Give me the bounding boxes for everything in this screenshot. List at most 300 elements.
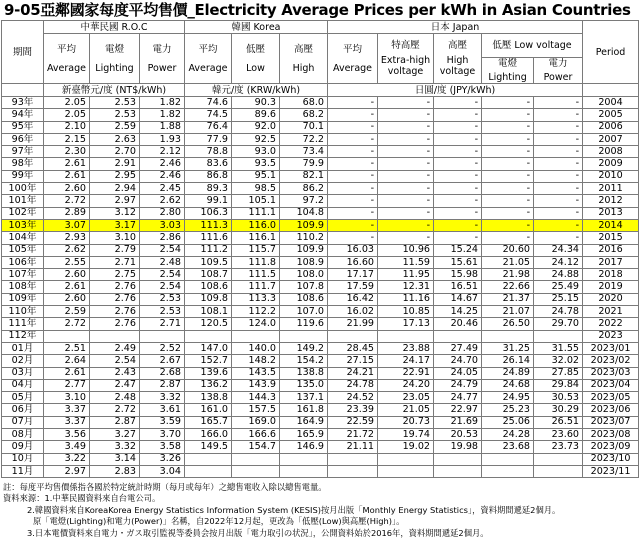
table-cell: - bbox=[378, 97, 434, 109]
kr-low-en: Low bbox=[246, 62, 265, 74]
table-cell: 3.32 bbox=[90, 441, 140, 453]
table-cell: 137.1 bbox=[280, 392, 328, 404]
table-cell: 2.49 bbox=[90, 342, 140, 354]
table-cell: 166.0 bbox=[185, 429, 232, 441]
row-period-en: 2006 bbox=[583, 121, 639, 133]
jp-xhigh-zh: 特高壓 bbox=[391, 40, 420, 51]
table-cell: 2.61 bbox=[44, 281, 90, 293]
table-cell: - bbox=[482, 133, 534, 145]
table-cell: 24.20 bbox=[378, 379, 434, 391]
row-period-label: 11月 bbox=[2, 465, 44, 477]
notes-section bbox=[3, 482, 637, 539]
table-cell: 26.14 bbox=[482, 355, 534, 367]
table-cell: 107.8 bbox=[280, 281, 328, 293]
table-cell: - bbox=[378, 219, 434, 231]
table-cell: 2.76 bbox=[90, 318, 140, 330]
table-cell bbox=[280, 465, 328, 477]
table-cell: 3.58 bbox=[140, 441, 185, 453]
table-cell bbox=[378, 465, 434, 477]
table-row bbox=[2, 244, 639, 256]
table-row bbox=[2, 121, 639, 133]
page-title: 9-05亞鄰國家每度平均售價_Electricity Average Prices per kWh in Asian Countries bbox=[4, 1, 631, 19]
table-cell: 24.95 bbox=[482, 392, 534, 404]
table-cell: 2.68 bbox=[140, 367, 185, 379]
table-cell bbox=[280, 453, 328, 465]
table-cell: - bbox=[434, 232, 482, 244]
table-row bbox=[2, 330, 639, 342]
roc-lighting-en: Lighting bbox=[95, 62, 134, 74]
table-row bbox=[2, 170, 639, 182]
table-cell: 116.0 bbox=[232, 219, 280, 231]
table-cell: 86.8 bbox=[185, 170, 232, 182]
table-cell: - bbox=[482, 170, 534, 182]
row-period-en: 2015 bbox=[583, 232, 639, 244]
table-cell: 2.77 bbox=[44, 379, 90, 391]
table-cell: 108.0 bbox=[280, 269, 328, 281]
jp-lighting-header bbox=[482, 58, 534, 84]
table-cell: - bbox=[482, 195, 534, 207]
table-cell: 24.78 bbox=[328, 379, 378, 391]
table-cell bbox=[482, 465, 534, 477]
table-cell: 147.0 bbox=[185, 342, 232, 354]
row-period-label: 98年 bbox=[2, 158, 44, 170]
table-cell: 111.3 bbox=[185, 219, 232, 231]
table-cell bbox=[482, 330, 534, 342]
table-cell: 31.25 bbox=[482, 342, 534, 354]
table-row bbox=[2, 441, 639, 453]
table-cell: 86.2 bbox=[280, 183, 328, 195]
table-cell: 92.0 bbox=[232, 121, 280, 133]
row-period-en: 2017 bbox=[583, 256, 639, 268]
table-cell: 157.5 bbox=[232, 404, 280, 416]
table-cell bbox=[378, 330, 434, 342]
table-cell: 3.37 bbox=[44, 404, 90, 416]
table-cell: 3.10 bbox=[44, 392, 90, 404]
table-cell: - bbox=[534, 183, 583, 195]
table-cell: 21.98 bbox=[482, 269, 534, 281]
table-cell: - bbox=[534, 146, 583, 158]
note-korea-rename: 原「電燈(Lighting)和電力(Power)」名稱，自2022年12月起，更改為「低壓(Low)與高壓(High)」。 bbox=[33, 516, 405, 527]
period-zh-header: 期間 bbox=[2, 21, 44, 84]
table-cell: - bbox=[378, 121, 434, 133]
table-cell: 120.5 bbox=[185, 318, 232, 330]
table-cell: 2.94 bbox=[90, 183, 140, 195]
table-cell: 169.0 bbox=[232, 416, 280, 428]
jp-lighting-zh: 電燈 bbox=[498, 58, 518, 69]
table-row bbox=[2, 256, 639, 268]
table-cell: 24.12 bbox=[534, 256, 583, 268]
row-period-label: 112年 bbox=[2, 330, 44, 342]
table-cell: 2.53 bbox=[140, 306, 185, 318]
table-cell: - bbox=[434, 109, 482, 121]
table-cell: 23.68 bbox=[482, 441, 534, 453]
table-cell: 111.7 bbox=[232, 281, 280, 293]
table-cell: 15.24 bbox=[434, 244, 482, 256]
table-cell: 10.85 bbox=[378, 306, 434, 318]
table-row bbox=[2, 306, 639, 318]
table-cell: 10.96 bbox=[378, 244, 434, 256]
table-cell: 27.49 bbox=[434, 342, 482, 354]
table-cell: 20.46 bbox=[434, 318, 482, 330]
note-source-japan: 3.日本電價資料來自電力・ガス取引監視等委員会按月出版「電力取引の状況」，公開資料始於2016年，資料期間遞延2個月。 bbox=[27, 527, 489, 538]
table-cell bbox=[185, 453, 232, 465]
roc-lighting-zh: 電燈 bbox=[104, 43, 124, 55]
table-cell: - bbox=[434, 133, 482, 145]
row-period-label: 109年 bbox=[2, 293, 44, 305]
table-cell: - bbox=[434, 183, 482, 195]
table-cell: - bbox=[378, 170, 434, 182]
table-cell: 3.03 bbox=[140, 219, 185, 231]
row-period-label: 110年 bbox=[2, 306, 44, 318]
row-period-en: 2022 bbox=[583, 318, 639, 330]
table-cell: 109.8 bbox=[185, 293, 232, 305]
row-period-en: 2005 bbox=[583, 109, 639, 121]
table-cell: - bbox=[534, 170, 583, 182]
table-cell: 89.6 bbox=[232, 109, 280, 121]
table-cell: 104.8 bbox=[280, 207, 328, 219]
table-row bbox=[2, 367, 639, 379]
table-cell: 70.1 bbox=[280, 121, 328, 133]
table-cell: - bbox=[434, 195, 482, 207]
table-cell: - bbox=[482, 121, 534, 133]
table-cell: 144.3 bbox=[232, 392, 280, 404]
table-cell: 108.6 bbox=[185, 281, 232, 293]
table-cell bbox=[534, 465, 583, 477]
row-period-en: 2023/08 bbox=[583, 429, 639, 441]
table-cell: 26.51 bbox=[534, 416, 583, 428]
table-cell: 29.70 bbox=[534, 318, 583, 330]
table-cell: 27.15 bbox=[328, 355, 378, 367]
table-cell: 2.05 bbox=[44, 97, 90, 109]
jp-high-zh: 高壓 bbox=[448, 40, 468, 51]
table-row bbox=[2, 429, 639, 441]
table-cell: 3.07 bbox=[44, 219, 90, 231]
table-cell: 16.51 bbox=[434, 281, 482, 293]
table-cell: 30.53 bbox=[534, 392, 583, 404]
table-cell: 20.73 bbox=[378, 416, 434, 428]
jp-high-header bbox=[434, 34, 482, 84]
table-cell: 3.14 bbox=[90, 453, 140, 465]
row-period-en: 2007 bbox=[583, 133, 639, 145]
table-cell: 14.67 bbox=[434, 293, 482, 305]
table-cell bbox=[534, 453, 583, 465]
table-cell: 24.34 bbox=[534, 244, 583, 256]
table-cell: 3.32 bbox=[140, 392, 185, 404]
table-cell: 29.84 bbox=[534, 379, 583, 391]
table-cell: 3.70 bbox=[140, 429, 185, 441]
table-cell: 3.26 bbox=[140, 453, 185, 465]
table-cell: 2.80 bbox=[140, 207, 185, 219]
table-cell: 116.1 bbox=[232, 232, 280, 244]
table-cell: - bbox=[328, 146, 378, 158]
table-cell: 143.9 bbox=[232, 379, 280, 391]
table-cell: 136.2 bbox=[185, 379, 232, 391]
table-row bbox=[2, 416, 639, 428]
table-cell: 2.60 bbox=[44, 269, 90, 281]
table-cell: 2.59 bbox=[90, 121, 140, 133]
table-row bbox=[2, 453, 639, 465]
table-cell: 2.72 bbox=[44, 195, 90, 207]
table-cell: 2.72 bbox=[90, 404, 140, 416]
table-cell: 154.2 bbox=[280, 355, 328, 367]
table-cell: 135.0 bbox=[280, 379, 328, 391]
table-cell: 24.79 bbox=[434, 379, 482, 391]
table-cell: 2.60 bbox=[44, 293, 90, 305]
row-period-label: 105年 bbox=[2, 244, 44, 256]
table-cell: 152.7 bbox=[185, 355, 232, 367]
table-cell: 2.70 bbox=[90, 146, 140, 158]
table-cell bbox=[534, 330, 583, 342]
table-row bbox=[2, 183, 639, 195]
table-cell: 2.48 bbox=[140, 256, 185, 268]
table-cell: 2.71 bbox=[140, 318, 185, 330]
table-cell: - bbox=[378, 232, 434, 244]
table-cell: 138.8 bbox=[185, 392, 232, 404]
table-cell: 21.05 bbox=[482, 256, 534, 268]
table-cell: 109.5 bbox=[185, 256, 232, 268]
table-cell: 2.53 bbox=[90, 97, 140, 109]
row-period-en: 2012 bbox=[583, 195, 639, 207]
row-period-label: 111年 bbox=[2, 318, 44, 330]
table-row bbox=[2, 133, 639, 145]
table-cell: 2.97 bbox=[90, 195, 140, 207]
table-cell: - bbox=[482, 219, 534, 231]
table-cell: 25.23 bbox=[482, 404, 534, 416]
jp-lighting-en: Lighting bbox=[488, 72, 527, 83]
table-cell bbox=[482, 453, 534, 465]
row-period-en: 2023/05 bbox=[583, 392, 639, 404]
table-cell: 3.22 bbox=[44, 453, 90, 465]
row-period-label: 95年 bbox=[2, 121, 44, 133]
table-cell: - bbox=[328, 121, 378, 133]
jp-avg-zh: 平均 bbox=[343, 43, 363, 55]
table-cell: 2.46 bbox=[140, 158, 185, 170]
table-cell: 68.2 bbox=[280, 109, 328, 121]
table-cell bbox=[90, 330, 140, 342]
row-period-en: 2008 bbox=[583, 146, 639, 158]
table-cell: 2.63 bbox=[90, 133, 140, 145]
table-cell: 107.0 bbox=[280, 306, 328, 318]
table-cell: 24.89 bbox=[482, 367, 534, 379]
table-cell: 25.49 bbox=[534, 281, 583, 293]
period-en-header: Period bbox=[583, 21, 639, 84]
table-cell: 3.04 bbox=[140, 465, 185, 477]
table-cell: 72.2 bbox=[280, 133, 328, 145]
table-cell: - bbox=[434, 121, 482, 133]
roc-power-en: Power bbox=[147, 62, 177, 74]
row-period-label: 03月 bbox=[2, 367, 44, 379]
jp-high-en1: High bbox=[446, 55, 469, 66]
table-cell: - bbox=[534, 133, 583, 145]
table-cell: - bbox=[482, 146, 534, 158]
table-cell: 2.61 bbox=[44, 170, 90, 182]
table-cell bbox=[328, 330, 378, 342]
table-cell: 149.5 bbox=[185, 441, 232, 453]
kr-avg-en: Average bbox=[188, 62, 228, 74]
price-table-body bbox=[2, 97, 639, 478]
table-row bbox=[2, 318, 639, 330]
table-cell: - bbox=[534, 219, 583, 231]
table-cell: 95.1 bbox=[232, 170, 280, 182]
table-cell: 2.51 bbox=[44, 342, 90, 354]
table-cell: 11.95 bbox=[378, 269, 434, 281]
roc-avg-en: Average bbox=[46, 62, 86, 74]
table-cell: - bbox=[482, 183, 534, 195]
jp-power-en: Power bbox=[543, 72, 573, 83]
table-cell: - bbox=[534, 97, 583, 109]
table-cell: 1.88 bbox=[140, 121, 185, 133]
table-cell: - bbox=[378, 183, 434, 195]
table-cell: 111.1 bbox=[232, 207, 280, 219]
table-cell: 2.60 bbox=[44, 183, 90, 195]
jp-xhigh-en2: voltage bbox=[387, 66, 424, 77]
table-cell: 27.85 bbox=[534, 367, 583, 379]
table-cell: 139.6 bbox=[185, 367, 232, 379]
table-cell: 23.05 bbox=[378, 392, 434, 404]
row-period-label: 06月 bbox=[2, 404, 44, 416]
table-cell: 17.13 bbox=[378, 318, 434, 330]
row-period-en: 2023 bbox=[583, 330, 639, 342]
row-period-en: 2009 bbox=[583, 158, 639, 170]
table-cell: 2.54 bbox=[140, 281, 185, 293]
row-period-en: 2010 bbox=[583, 170, 639, 182]
row-period-en: 2016 bbox=[583, 244, 639, 256]
row-period-en: 2018 bbox=[583, 269, 639, 281]
table-cell: 2.05 bbox=[44, 109, 90, 121]
table-cell: 16.02 bbox=[328, 306, 378, 318]
table-cell: 2.61 bbox=[44, 367, 90, 379]
table-cell: 2.86 bbox=[140, 232, 185, 244]
row-period-label: 108年 bbox=[2, 281, 44, 293]
table-row bbox=[2, 207, 639, 219]
jp-xhigh-en1: Extra-high bbox=[380, 55, 431, 66]
row-period-label: 99年 bbox=[2, 170, 44, 182]
row-period-label: 08月 bbox=[2, 429, 44, 441]
table-cell: - bbox=[482, 207, 534, 219]
unit-spacer-right bbox=[583, 84, 639, 97]
table-cell: 2.48 bbox=[90, 392, 140, 404]
table-cell: 115.7 bbox=[232, 244, 280, 256]
table-cell: 15.61 bbox=[434, 256, 482, 268]
table-cell: - bbox=[328, 97, 378, 109]
table-cell: - bbox=[534, 158, 583, 170]
row-period-en: 2011 bbox=[583, 183, 639, 195]
table-row bbox=[2, 146, 639, 158]
table-cell: 73.4 bbox=[280, 146, 328, 158]
table-cell: 2.64 bbox=[44, 355, 90, 367]
table-cell: 15.98 bbox=[434, 269, 482, 281]
row-period-label: 09月 bbox=[2, 441, 44, 453]
jp-power-header bbox=[534, 58, 583, 84]
table-cell: 2.93 bbox=[44, 232, 90, 244]
row-period-en: 2023/03 bbox=[583, 367, 639, 379]
table-cell: 93.5 bbox=[232, 158, 280, 170]
row-period-en: 2014 bbox=[583, 219, 639, 231]
table-row bbox=[2, 281, 639, 293]
table-cell: 21.11 bbox=[328, 441, 378, 453]
table-cell: 12.31 bbox=[378, 281, 434, 293]
table-cell: 24.77 bbox=[434, 392, 482, 404]
table-cell: 2.75 bbox=[90, 269, 140, 281]
table-cell: 74.6 bbox=[185, 97, 232, 109]
table-cell: 3.37 bbox=[44, 416, 90, 428]
table-cell: 2.76 bbox=[90, 306, 140, 318]
row-period-en: 2004 bbox=[583, 97, 639, 109]
table-cell: 3.10 bbox=[90, 232, 140, 244]
table-cell: 79.9 bbox=[280, 158, 328, 170]
table-row bbox=[2, 232, 639, 244]
table-cell: 21.05 bbox=[378, 404, 434, 416]
table-cell: 16.60 bbox=[328, 256, 378, 268]
table-cell: 109.9 bbox=[280, 219, 328, 231]
table-cell: - bbox=[534, 109, 583, 121]
table-cell: - bbox=[534, 195, 583, 207]
table-cell: - bbox=[434, 207, 482, 219]
table-cell: 2.62 bbox=[44, 244, 90, 256]
row-period-label: 104年 bbox=[2, 232, 44, 244]
table-cell: 31.55 bbox=[534, 342, 583, 354]
row-period-label: 101年 bbox=[2, 195, 44, 207]
table-cell: 21.07 bbox=[482, 306, 534, 318]
table-cell: 22.66 bbox=[482, 281, 534, 293]
table-cell: 2.45 bbox=[140, 183, 185, 195]
table-cell: 23.39 bbox=[328, 404, 378, 416]
table-cell: 16.03 bbox=[328, 244, 378, 256]
table-cell: 111.2 bbox=[185, 244, 232, 256]
table-cell: 138.8 bbox=[280, 367, 328, 379]
table-cell: 24.70 bbox=[434, 355, 482, 367]
table-cell: 2.79 bbox=[90, 244, 140, 256]
table-cell: 1.82 bbox=[140, 97, 185, 109]
table-cell: 165.7 bbox=[185, 416, 232, 428]
table-cell bbox=[185, 465, 232, 477]
kr-avg-header bbox=[185, 34, 232, 84]
table-cell: 2.89 bbox=[44, 207, 90, 219]
table-cell: 161.0 bbox=[185, 404, 232, 416]
kr-low-header bbox=[232, 34, 280, 84]
table-cell: 68.0 bbox=[280, 97, 328, 109]
table-cell bbox=[328, 465, 378, 477]
table-cell: 97.2 bbox=[280, 195, 328, 207]
table-cell: 89.3 bbox=[185, 183, 232, 195]
table-cell: 17.59 bbox=[328, 281, 378, 293]
table-cell: 2.12 bbox=[140, 146, 185, 158]
table-cell: 110.2 bbox=[280, 232, 328, 244]
table-cell: 166.6 bbox=[232, 429, 280, 441]
table-cell: 3.17 bbox=[90, 219, 140, 231]
row-period-en: 2020 bbox=[583, 293, 639, 305]
table-cell: 23.60 bbox=[534, 429, 583, 441]
table-cell: 119.6 bbox=[280, 318, 328, 330]
table-cell: 21.72 bbox=[328, 429, 378, 441]
table-cell: 3.59 bbox=[140, 416, 185, 428]
table-cell bbox=[140, 330, 185, 342]
roc-power-header bbox=[140, 34, 185, 84]
kr-high-header bbox=[280, 34, 328, 84]
row-period-label: 94年 bbox=[2, 109, 44, 121]
table-cell: - bbox=[534, 232, 583, 244]
roc-lighting-header bbox=[90, 34, 140, 84]
roc-group-header: 中華民國 R.O.C bbox=[44, 21, 185, 34]
table-cell: 92.5 bbox=[232, 133, 280, 145]
table-cell: 2.95 bbox=[90, 170, 140, 182]
table-cell bbox=[232, 453, 280, 465]
table-cell: 2.54 bbox=[140, 269, 185, 281]
table-cell: 2.54 bbox=[140, 244, 185, 256]
table-cell: 24.05 bbox=[434, 367, 482, 379]
row-period-en: 2021 bbox=[583, 306, 639, 318]
table-cell: 2.87 bbox=[140, 379, 185, 391]
